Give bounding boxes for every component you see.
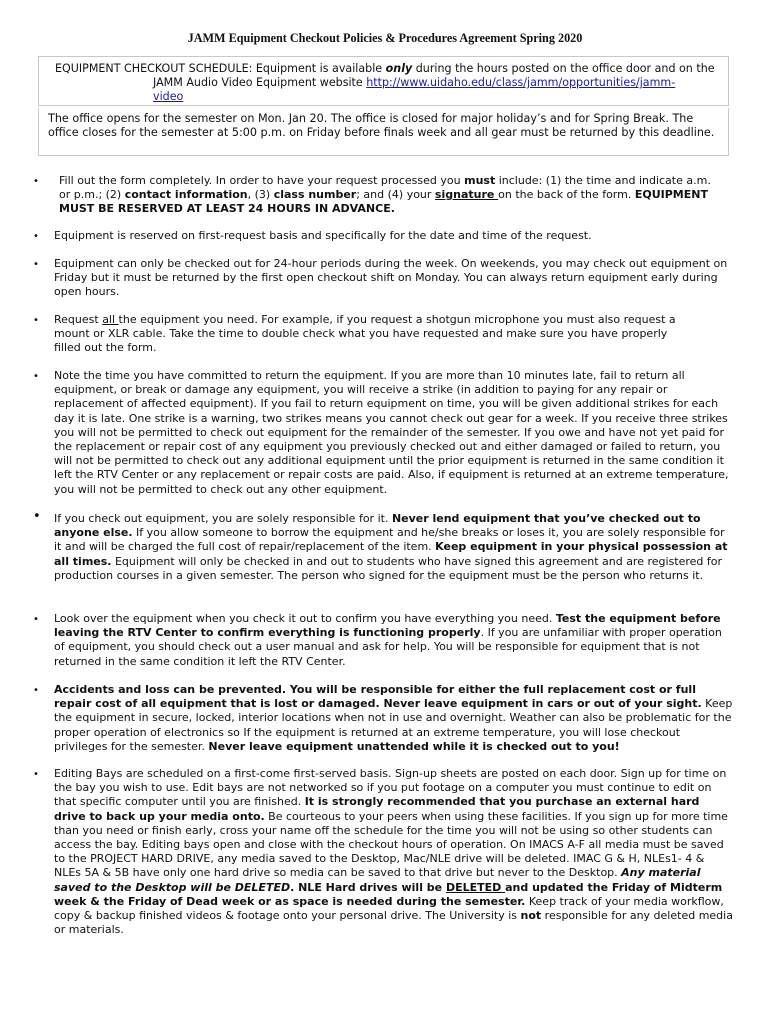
policy-item-responsibility: If you check out equipment, you are solely responsible for it. Never lend equipment that you’ve checked out to anyone else. If you allow someone to borrow the equipment and he/she breaks or loses it, you are solely responsible for it and will be charged the full cost of repair/replacement of the item. Keep equipment in your physical possession at all times. Equipment will only be checked in and out to students who have signed this agreement and are registered for production courses in a given semester. The person who signed for the equipment must be the person who returns it. bbox=[54, 512, 728, 582]
policy-item-form: Fill out the form completely. In order to have your request processed you must include: (1) the time and indicate a.m. or p.m.; (2) contact information, (3) class number; and (4) your signature on the back of the form. EQUIPMENT MUST BE RESERVED AT LEAST 24 HOURS IN ADVANCE. bbox=[59, 174, 711, 216]
policy-item-request-all: Request all the equipment you need. For example, if you request a shotgun microphone you must also request a mount or XLR cable. Take the time to double check what you have requested and make sure you have properly filled out the form. bbox=[54, 313, 676, 355]
checkout-schedule bbox=[55, 62, 723, 104]
schedule-emphasis: only bbox=[385, 62, 413, 75]
bullet-icon: • bbox=[33, 685, 39, 696]
schedule-website-label: JAMM Audio Video Equipment website bbox=[153, 76, 367, 89]
bullet-icon: • bbox=[33, 769, 39, 780]
policy-item-inspection: Look over the equipment when you check it out to confirm you have everything you need. Test the equipment before leaving the RTV Center to confirm everything is functioning properly. If you are unfamiliar with proper operation of equipment, you should check out a user manual and ask for help. You will be responsible for equipment that is not returned in the same condition it left the RTV Center. bbox=[54, 612, 722, 668]
policy-item-editing-bays: Editing Bays are scheduled on a first-come first-served basis. Sign-up sheets are posted on each door. Sign up for time on the bay you wish to use. Edit bays are not networked so if you put footage on a computer you must continue to edit on that specific computer until you are finished. It is strongly recommended that you purchase an external hard drive to back up your media onto. Be courteous to your peers when using these facilities. If you sign up for more time than you need or finish early, cross your name off the schedule for the time you will not be using so other students can access the bay. Editing bays open and close with the checkout hours of operation. On IMACS A-F all media must be saved to the PROJECT HARD DRIVE, any media saved to the Desktop, Mac/NLE drive will be deleted. IMAC G & H, NLEs1- 4 & NLEs 5A & 5B have only one hard drive so media can be saved to that drive but never to the Desktop. Any material saved to the Desktop will be DELETED. NLE Hard drives will be DELETED and updated the Friday of Midterm week & the Friday of Dead week or as space is needed during the semester. Keep track of your media workflow, copy & backup finished videos & footage onto your personal drive. The University is not responsible for any deleted media or materials. bbox=[54, 767, 733, 937]
policy-item-reservation: Equipment is reserved on first-request basis and specifically for the date and time of the request. bbox=[54, 229, 592, 242]
bullet-icon: • bbox=[33, 371, 39, 382]
bullet-icon: • bbox=[33, 315, 39, 326]
office-hours-text: The office opens for the semester on Mon. Jan 20. The office is closed for major holiday’s and for Spring Break. The office closes for the semester at 5:00 p.m. on Friday before finals week and all gear must be returned by this deadline. bbox=[48, 112, 715, 139]
document-title: JAMM Equipment Checkout Policies & Procedures Agreement Spring 2020 bbox=[187, 31, 583, 45]
bullet-icon: • bbox=[33, 614, 39, 625]
bullet-icon: • bbox=[33, 231, 39, 242]
schedule-line-1 bbox=[55, 62, 723, 76]
schedule-rest: during the hours posted on the office door and on the bbox=[412, 62, 715, 75]
schedule-line-3 bbox=[55, 90, 723, 104]
bullet-icon: • bbox=[33, 509, 41, 524]
website-link[interactable]: http://www.uidaho.edu/class/jamm/opportunities/jamm- bbox=[366, 76, 676, 89]
policy-item-checkout-period: Equipment can only be checked out for 24-hour periods during the week. On weekends, you may check out equipment on Friday but it must be returned by the first open checkout shift on Monday. You can always return equipment early during open hours. bbox=[54, 257, 728, 299]
policy-item-return-time: Note the time you have committed to return the equipment. If you are more than 10 minutes late, fail to return all equipment, or break or damage any equipment, you will receive a strike (in addition to paying for any repair or replacement of affected equipment). If you fail to return equipment on time, you will be given additional strikes for each day it is late. One strike is a warning, two strikes means you cannot check out gear for a week. If you receive three strikes you will not be permitted to check out equipment for the remainder of the semester. If you owe and have not yet paid for the replacement or repair cost of any equipment you previously checked out and either damaged or failed to return, you will not be permitted to check out any additional equipment until the prior equipment is returned in the same condition it left the RTV Center or any replacement or repair costs are paid. Also, if equipment is returned at an extreme temperature, you will not be permitted to check out any other equipment. bbox=[54, 369, 729, 496]
policy-item-accidents: Accidents and loss can be prevented. You will be responsible for either the full replacement cost or full repair cost of all equipment that is lost or damaged. Never leave equipment in cars or out of your sight. Keep the equipment in secure, locked, interior locations when not in use and overnight. Weather can also be problematic for the proper operation of electronics so If the equipment is returned at an extreme temperature, you will lose checkout privileges for the semester. Never leave equipment unattended while it is checked out to you! bbox=[54, 683, 733, 753]
bullet-icon: • bbox=[33, 176, 39, 187]
schedule-line-2 bbox=[55, 76, 723, 90]
schedule-lead: EQUIPMENT CHECKOUT SCHEDULE: Equipment is available bbox=[55, 62, 386, 75]
bullet-icon: • bbox=[33, 259, 39, 270]
website-link-continued[interactable]: video bbox=[153, 90, 184, 103]
